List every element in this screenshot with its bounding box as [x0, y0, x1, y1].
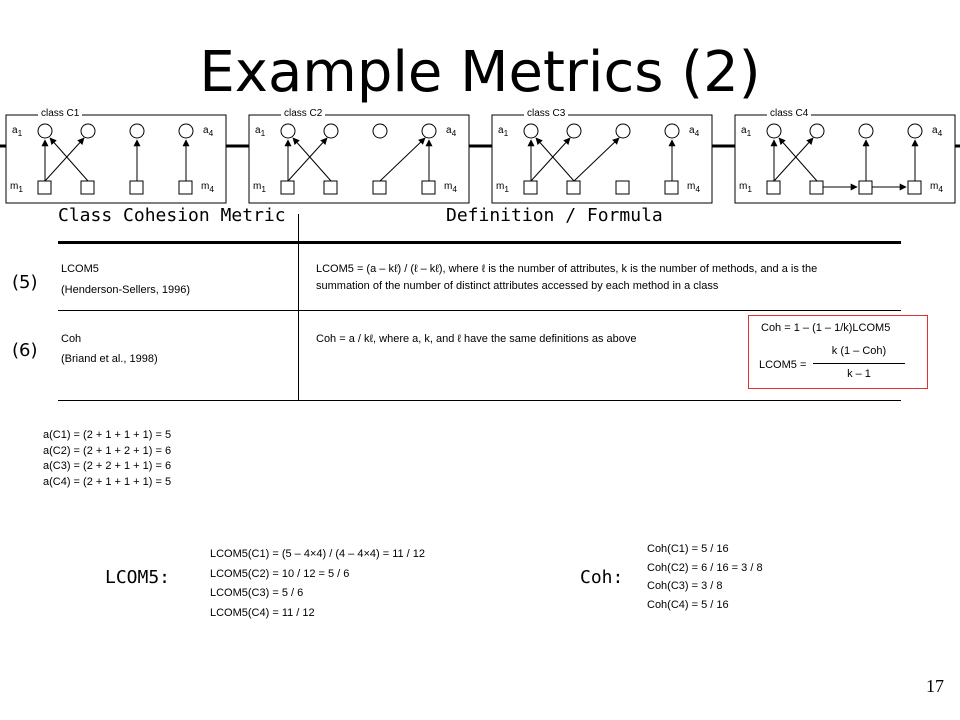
attribute-node	[665, 124, 679, 138]
class-c4-diagram	[735, 115, 955, 203]
attribute-node	[524, 124, 538, 138]
attribute-node	[859, 124, 873, 138]
coh-lcom5-relation: Coh = 1 – (1 – 1/k)LCOM5	[761, 322, 891, 334]
method-node	[616, 181, 629, 194]
class-c2-diagram	[249, 115, 469, 203]
class-c4-label: class C4	[767, 108, 811, 119]
metric-reference: (Briand et al., 1998)	[61, 353, 158, 365]
lcom5-line: LCOM5(C4) = 11 / 12	[210, 606, 315, 619]
formula-denominator: k – 1	[847, 368, 871, 380]
attr-a4-label: $a_4$	[689, 125, 700, 138]
lcom5-label: LCOM5:	[105, 567, 171, 588]
a-value-line: a(C2) = (2 + 1 + 2 + 1) = 6	[43, 444, 172, 457]
attribute-node	[422, 124, 436, 138]
method-m4-label: $m_4$	[687, 181, 700, 194]
coh-line: Coh(C2) = 6 / 16 = 3 / 8	[647, 561, 763, 574]
lcom5-line: LCOM5(C1) = (5 – 4×4) / (4 – 4×4) = 11 / 12	[210, 548, 426, 560]
a-values-list	[43, 428, 171, 490]
metric-reference: (Henderson-Sellers, 1996)	[61, 284, 191, 296]
class-c2-label: class C2	[281, 108, 325, 119]
method-node	[179, 181, 192, 194]
method-node	[665, 181, 678, 194]
page-number: 17	[926, 676, 944, 696]
metric-definition: LCOM5 = (a – kℓ) / (ℓ – kℓ), where ℓ is the number of attributes, k is the number of methods, and a is the	[316, 263, 818, 275]
attr-a1-label: $a_1$	[255, 125, 266, 138]
lcom5-line: LCOM5(C2) = 10 / 12 = 5 / 6	[210, 567, 350, 580]
metric-name: Coh	[61, 333, 82, 345]
attribute-node	[281, 124, 295, 138]
table-bottom-rule	[58, 400, 901, 401]
class-c3-diagram	[492, 115, 712, 203]
attribute-node	[767, 124, 781, 138]
attribute-node	[616, 124, 630, 138]
formula-box	[748, 315, 928, 389]
page-title: Example Metrics (2)	[199, 40, 761, 105]
row-index-5: (5)	[12, 272, 38, 293]
attr-a4-label: $a_4$	[203, 125, 214, 138]
class-diagrams	[0, 100, 960, 210]
method-node	[524, 181, 537, 194]
method-m1-label: $m_1$	[10, 181, 23, 194]
attribute-node	[908, 124, 922, 138]
attr-a1-label: $a_1$	[498, 125, 509, 138]
attribute-node	[373, 124, 387, 138]
attribute-node	[324, 124, 338, 138]
attribute-node	[130, 124, 144, 138]
class-c1-diagram	[6, 115, 226, 203]
method-node	[567, 181, 580, 194]
coh-label: Coh:	[580, 567, 624, 588]
class-c1-label: class C1	[38, 108, 82, 119]
coh-line: Coh(C1) = 5 / 16	[647, 543, 729, 555]
attribute-node	[567, 124, 581, 138]
method-m4-label: $m_4$	[930, 181, 943, 194]
method-node	[422, 181, 435, 194]
lcom5-results	[210, 545, 425, 623]
attribute-node	[810, 124, 824, 138]
metric-definition: Coh = a / kℓ, where a, k, and ℓ have the same definitions as above	[316, 333, 637, 345]
row-index-6: (6)	[12, 340, 38, 361]
method-node	[373, 181, 386, 194]
a-value-line: a(C1) = (2 + 1 + 1 + 1) = 5	[43, 429, 172, 441]
attr-a4-label: $a_4$	[932, 125, 943, 138]
method-node	[81, 181, 94, 194]
table-column-divider	[298, 214, 299, 400]
method-node	[281, 181, 294, 194]
method-node	[324, 181, 337, 194]
coh-results	[647, 540, 763, 614]
method-m1-label: $m_1$	[496, 181, 509, 194]
coh-line: Coh(C4) = 5 / 16	[647, 598, 729, 611]
method-node	[38, 181, 51, 194]
method-node	[859, 181, 872, 194]
attribute-node	[38, 124, 52, 138]
method-node	[767, 181, 780, 194]
attribute-node	[179, 124, 193, 138]
method-node	[130, 181, 143, 194]
attribute-node	[81, 124, 95, 138]
col1-header: Class Cohesion Metric	[58, 205, 286, 226]
col2-header: Definition / Formula	[446, 205, 663, 226]
method-node	[908, 181, 921, 194]
method-m1-label: $m_1$	[739, 181, 752, 194]
method-m4-label: $m_4$	[201, 181, 214, 194]
method-m1-label: $m_1$	[253, 181, 266, 194]
table-top-rule	[58, 241, 901, 244]
coh-line: Coh(C3) = 3 / 8	[647, 580, 723, 592]
method-node	[810, 181, 823, 194]
metric-definition-cont: summation of the number of distinct attributes accessed by each method in a class	[316, 280, 719, 292]
method-m4-label: $m_4$	[444, 181, 457, 194]
formula-lhs: LCOM5 =	[759, 359, 807, 371]
attr-a4-label: $a_4$	[446, 125, 457, 138]
lcom5-line: LCOM5(C3) = 5 / 6	[210, 587, 304, 599]
attr-a1-label: $a_1$	[741, 125, 752, 138]
attr-a1-label: $a_1$	[12, 125, 23, 138]
a-value-line: a(C3) = (2 + 2 + 1 + 1) = 6	[43, 460, 172, 472]
formula-numerator: k (1 – Coh)	[831, 345, 887, 357]
class-c3-label: class C3	[524, 108, 568, 119]
table-row-divider	[58, 310, 901, 311]
metric-name: LCOM5	[61, 263, 99, 275]
a-value-line: a(C4) = (2 + 1 + 1 + 1) = 5	[43, 475, 172, 488]
